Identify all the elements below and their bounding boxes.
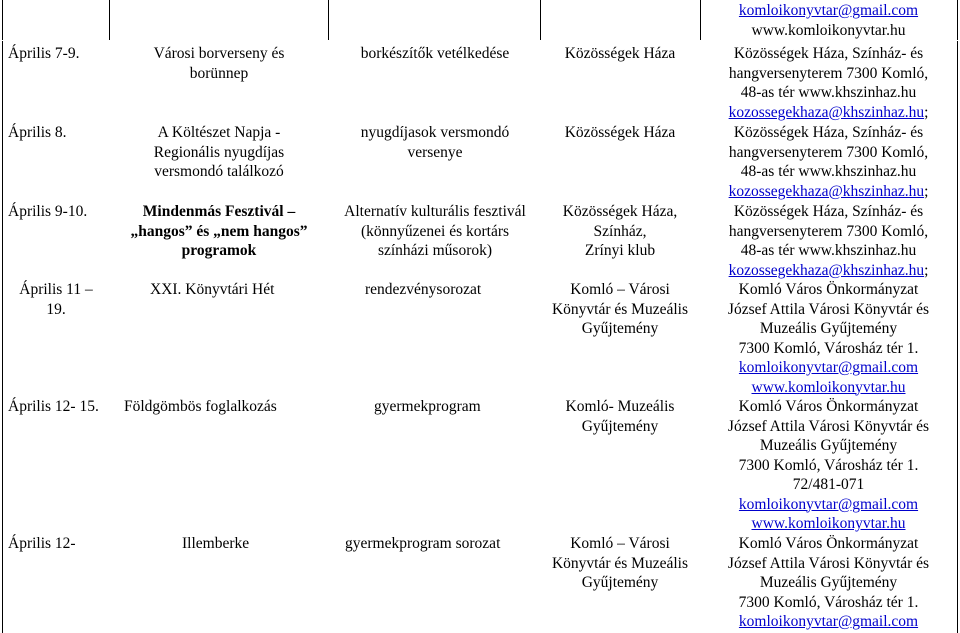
organizer-line: 48-as tér www.khszinhaz.hu xyxy=(740,84,917,101)
type-line: gyermekprogram xyxy=(374,398,481,415)
organizer-line: 48-as tér www.khszinhaz.hu xyxy=(740,163,917,180)
organizer-line: József Attila Városi Könyvtár és xyxy=(727,300,930,318)
event-line: programok xyxy=(181,242,257,259)
venue-line: Közösségek Háza xyxy=(564,124,676,141)
table-row-type xyxy=(365,280,540,300)
link-suffix: ; xyxy=(924,182,929,200)
type-line: nyugdíjasok versmondó xyxy=(360,124,510,141)
email-link[interactable]: kozossegekhaza@khszinhaz.hu xyxy=(728,261,925,279)
type-line: borkészítők vetélkedése xyxy=(360,45,510,62)
table-row-divider xyxy=(2,40,958,41)
venue-line: Könyvtár és Muzeális xyxy=(551,300,689,318)
email-link[interactable]: komloikonyvtar@gmail.com xyxy=(738,495,919,513)
organizer-line: hangversenyterem 7300 Komló, xyxy=(728,222,929,240)
organizer-line: József Attila Városi Könyvtár és xyxy=(727,554,930,572)
organizer-line: 7300 Komló, Városház tér 1. xyxy=(738,593,919,611)
venue-line: Gyűjtemény xyxy=(581,417,659,435)
table-row-date xyxy=(8,397,138,417)
date-text: Április 7-9. xyxy=(8,45,80,62)
venue-line: Komló – Városi xyxy=(570,281,670,298)
table-row-event xyxy=(182,534,332,554)
organizer-line: Közösségek Háza, Színház- és xyxy=(733,124,924,141)
column-divider xyxy=(109,0,110,40)
top-fragment-contact xyxy=(700,1,957,40)
event-line: Illemberke xyxy=(182,535,250,552)
organizer-line: 7300 Komló, Városház tér 1. xyxy=(738,456,919,474)
table-row-event xyxy=(110,44,328,83)
event-line: Földgömbös foglalkozás xyxy=(124,398,277,415)
organizer-line: 72/481-071 xyxy=(792,476,865,493)
type-line: rendezvénysorozat xyxy=(365,281,482,298)
organizer-line: 7300 Komló, Városház tér 1. xyxy=(738,339,919,357)
venue-line: Zrínyi klub xyxy=(584,242,656,259)
table-row-type xyxy=(330,123,540,162)
organizer-line: hangversenyterem 7300 Komló, xyxy=(728,143,929,161)
event-line: A Költészet Napja - xyxy=(157,124,281,141)
email-link[interactable]: komloikonyvtar@gmail.com xyxy=(738,2,919,19)
organizer-line: hangversenyterem 7300 Komló, xyxy=(728,64,929,82)
table-row-type xyxy=(330,202,540,261)
column-divider xyxy=(540,0,541,40)
event-line: „hangos” és „nem hangos” xyxy=(130,222,308,240)
organizer-line: Komló Város Önkormányzat xyxy=(738,281,919,298)
type-line: színházi műsorok) xyxy=(377,242,493,259)
table-row-venue xyxy=(540,280,700,339)
date-text: Április 12- 15. xyxy=(8,398,99,415)
date-text: Április 9-10. xyxy=(8,203,88,220)
organizer-line: Komló Város Önkormányzat xyxy=(738,535,919,552)
venue-line: Gyűjtemény xyxy=(581,320,659,337)
date-text: 19. xyxy=(46,300,66,318)
table-row-organizer xyxy=(700,44,957,122)
event-line: Regionális nyugdíjas xyxy=(153,143,285,161)
email-link[interactable]: kozossegekhaza@khszinhaz.hu xyxy=(728,103,925,121)
organizer-line: József Attila Városi Könyvtár és xyxy=(727,417,930,435)
website-text: www.komloikonyvtar.hu xyxy=(751,21,906,39)
organizer-line: Muzeális Gyűjtemény xyxy=(759,574,898,591)
type-line: Alternatív kulturális fesztivál xyxy=(344,203,526,220)
table-row-venue xyxy=(540,534,700,593)
table-row-date xyxy=(8,123,108,143)
venue-line: Közösségek Háza xyxy=(564,45,676,62)
organizer-line: Komló Város Önkormányzat xyxy=(738,398,919,415)
venue-line: Komló- Muzeális xyxy=(565,398,675,415)
table-row-venue xyxy=(540,123,700,143)
table-row-venue xyxy=(540,202,700,261)
table-row-date xyxy=(4,280,108,319)
email-link[interactable]: komloikonyvtar@gmail.com xyxy=(738,359,919,376)
date-text: Április 12- xyxy=(8,535,76,552)
event-line: borünnep xyxy=(189,64,249,82)
link-suffix: ; xyxy=(924,103,929,121)
venue-line: Közösségek Háza, xyxy=(562,203,678,220)
event-line: XXI. Könyvtári Hét xyxy=(150,281,275,298)
table-row-organizer xyxy=(700,534,957,632)
event-line: versmondó találkozó xyxy=(154,163,284,180)
table-row-organizer xyxy=(700,202,957,280)
organizer-line: Közösségek Háza, Színház- és xyxy=(733,45,924,62)
organizer-line: Közösségek Háza, Színház- és xyxy=(733,203,924,220)
table-row-venue xyxy=(540,397,700,436)
type-line: gyermekprogram sorozat xyxy=(345,535,501,552)
table-row-date xyxy=(8,534,118,554)
organizer-line: 48-as tér www.khszinhaz.hu xyxy=(740,242,917,259)
date-text: Április 8. xyxy=(8,124,67,141)
table-row-date xyxy=(8,44,108,64)
table-row-type xyxy=(374,397,540,417)
venue-line: Színház, xyxy=(593,222,647,240)
type-line: versenye xyxy=(407,143,463,161)
table-row-type xyxy=(330,44,540,64)
table-row-organizer xyxy=(700,397,957,534)
email-link[interactable]: kozossegekhaza@khszinhaz.hu xyxy=(728,182,925,200)
table-row-venue xyxy=(540,44,700,64)
website-link[interactable]: www.komloikonyvtar.hu xyxy=(751,515,906,532)
organizer-line: Muzeális Gyűjtemény xyxy=(759,320,898,337)
organizer-line: Muzeális Gyűjtemény xyxy=(759,437,898,454)
table-row-organizer xyxy=(700,280,957,397)
table-row-event xyxy=(150,280,350,300)
table-row-date xyxy=(8,202,108,222)
email-link[interactable]: komloikonyvtar@gmail.com xyxy=(738,613,919,630)
venue-line: Komló – Városi xyxy=(570,535,670,552)
table-border-right xyxy=(957,0,958,633)
link-suffix: ; xyxy=(924,261,929,279)
table-row-event xyxy=(110,123,328,182)
column-divider xyxy=(328,0,329,40)
type-line: (könnyűzenei és kortárs xyxy=(360,222,510,240)
website-link[interactable]: www.komloikonyvtar.hu xyxy=(751,378,906,396)
table-row-event xyxy=(110,202,328,261)
date-text: Április 11 – xyxy=(19,281,93,298)
table-row-type xyxy=(345,534,540,554)
table-row-organizer xyxy=(700,123,957,201)
table-row-event xyxy=(124,397,334,417)
event-line: Városi borverseny és xyxy=(153,45,285,62)
event-line: Mindenmás Fesztivál – xyxy=(142,203,296,220)
table-border-left xyxy=(2,0,3,633)
venue-line: Gyűjtemény xyxy=(581,574,659,591)
venue-line: Könyvtár és Muzeális xyxy=(551,554,689,572)
